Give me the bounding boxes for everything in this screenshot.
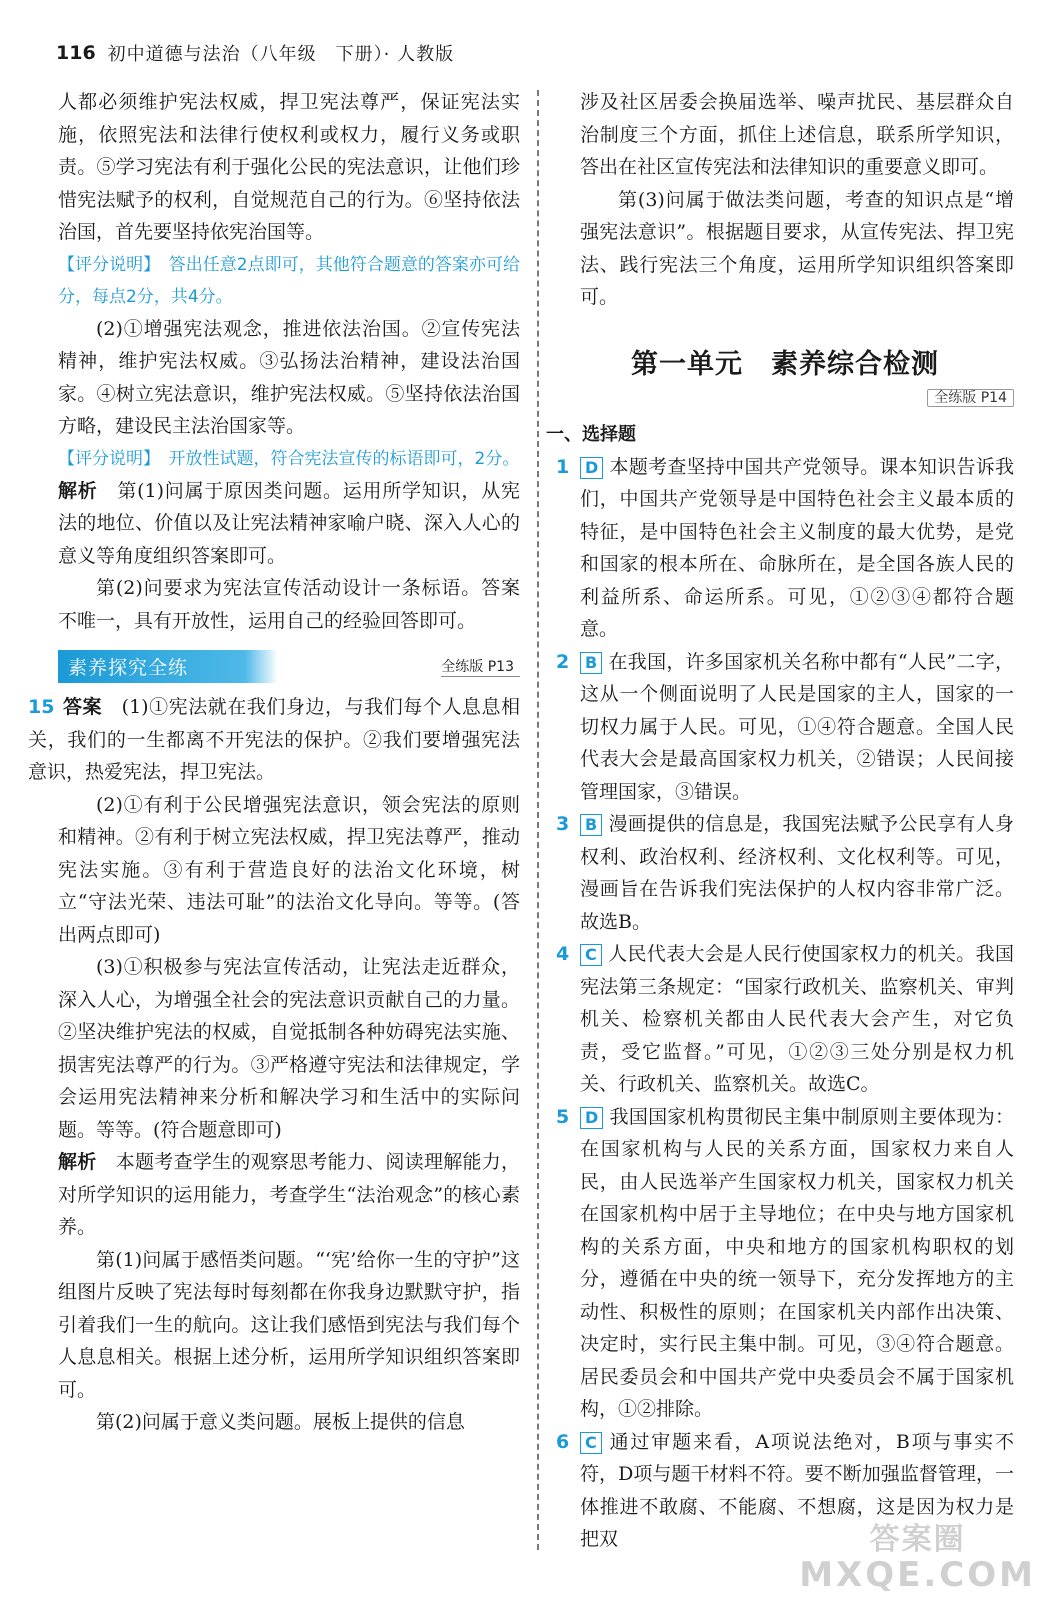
section-heading: 一、选择题 [546,423,636,445]
unit-ref: 全练版 P14 [556,387,1014,407]
analysis-label: 解析 [58,1151,97,1173]
answer-box: C [580,1432,602,1454]
question-number: 6 [556,1430,570,1453]
section-bar [58,649,520,683]
question-number: 3 [556,813,570,835]
page-number: 116 [56,42,96,64]
answer-box: B [580,814,602,836]
q15-answer: 15 答案 (1)①宪法就在我们身边，与我们每个人息息相关，我们的一生都离不开宪法的保护。②我们要增强宪法意识，热爱宪法，捍卫宪法。 [28,696,520,783]
question-number: 15 [28,696,55,718]
scoring-note: 【评分说明】 开放性试题，符合宪法宣传的标语即可，2分。 [58,448,520,469]
paragraph: 第(3)问属于做法类问题，考查的知识点是“增强宪法意识”。根据题目要求，从宣传宪法、捍卫宪法、践行宪法三个角度，运用所学知识组织答案即可。 [580,188,1014,308]
unit-title: 第一单元 素养综合检测 [631,348,939,380]
analysis-paragraph: 解析 本题考查学生的观察思考能力、阅读理解能力，对所学知识的运用能力，考查学生“法治观念”的核心素养。 [58,1151,520,1238]
analysis-label: 解析 [58,479,98,502]
book-title: 初中道德与法治（八年级 下册）· 人教版 [107,44,455,65]
left-column [28,86,520,1439]
right-column [546,86,1014,1556]
question-number: 4 [556,943,570,965]
question-list [556,451,1014,1556]
paragraph: (2)①有利于公民增强宪法意识，领会宪法的原则和精神。②有利于树立宪法权威，捍卫宪法尊严，推动宪法实施。③有利于营造良好的法治文化环境，树立“守法光荣、违法可耻”的法治文化导向。等等。(答出两点即可) [58,793,520,946]
question-number: 2 [556,650,570,673]
analysis-paragraph: 解析 第(1)问属于原因类问题。运用所学知识，从宪法的地位、价值以及让宪法精神家喻户晓、深入人心的意义等角度组织答案即可。 [58,479,520,567]
page-header [56,38,454,68]
column-divider [537,90,539,1550]
section-ref: 全练版 P13 [441,656,520,677]
paragraph: 第(2)问属于意义类问题。展板上提供的信息 [96,1411,465,1433]
answer-box: D [580,1107,603,1129]
question-item: 5 D 我国国家机构贯彻民主集中制原则主要体现为：在国家机构与人民的关系方面，国家权力来自人民，由人民选举产生国家权力机关，国家权力机关在国家机构中居于主导地位；在中央与地方国家机构的关系方面，中央和地方的国家机构职权的划分，遵循在中央的统一领导下，充分发挥地方的主动性、积极性的原则；在国家机关内部作出决策、决定时，实行民主集中制。可见，③④符合题意。居民委员会和中国共产党中央委员会不属于国家机构，①②排除。 [556,1101,1014,1426]
question-number: 1 [556,455,570,478]
answer-box: C [580,944,602,966]
paragraph: 第(2)问要求为宪法宣传活动设计一条标语。答案不唯一，具有开放性，运用自己的经验回答即可。 [58,577,520,632]
question-item: 1 D 本题考查坚持中国共产党领导。课本知识告诉我们，中国共产党领导是中国特色社会主义最本质的特征，是中国特色社会主义制度的最大优势，是党和国家的根本所在、命脉所在，是全国各族人民的利益所系、命运所系。可见，①②③④都符合题意。 [556,451,1014,646]
scoring-note: 【评分说明】 答出任意2点即可，其他符合题意的答案亦可给分，每点2分，共4分。 [58,254,520,307]
section-title: 素养探究全练 [58,650,278,683]
paragraph: (3)①积极参与宪法宣传活动，让宪法走近群众，深入人心，为增强全社会的宪法意识贡献自己的力量。②坚决维护宪法的权威，自觉抵制各种妨碍宪法实施、损害宪法尊严的行为。③严格遵守宪法和法律规定，学会运用宪法精神来分析和解决学习和生活中的实际问题。等等。(符合题意即可) [58,956,520,1141]
paragraph: (2)①增强宪法观念，推进依法治国。②宣传宪法精神，维护宪法权威。③弘扬法治精神，建设法治国家。④树立宪法意识，维护宪法权威。⑤坚持依法治国方略，建设民主法治国家等。 [58,317,520,437]
paragraph: 第(1)问属于感悟类问题。“‘宪’给你一生的守护”这组图片反映了宪法每时每刻都在你我身边默默守护，指引着我们一生的航向。这让我们感悟到宪法与我们每个人息息相关。根据上述分析，运用所学知识组织答案即可。 [58,1248,520,1401]
answer-box: B [580,652,602,674]
paragraph: 人都必须维护宪法权威，捍卫宪法尊严，保证宪法实施，依照宪法和法律行使权利或权力，履行义务或职责。⑤学习宪法有利于强化公民的宪法意识，让他们珍惜宪法赋予的权利，自觉规范自己的行为。⑥坚持依法治国，首先要坚持依宪治国等。 [58,91,520,243]
question-item: 3 B 漫画提供的信息是，我国宪法赋予公民享有人身权利、政治权利、经济权利、文化权利等。可见，漫画旨在告诉我们宪法保护的人权内容非常广泛。故选B。 [556,808,1014,938]
paragraph: 涉及社区居委会换届选举、噪声扰民、基层群众自治制度三个方面，抓住上述信息，联系所学知识，答出在社区宣传宪法和法律知识的重要意义即可。 [580,91,1014,178]
answer-label: 答案 [62,696,103,718]
answer-box: D [580,457,603,479]
watermark-logo: 答案圈 MXQE.COM [799,1522,1036,1595]
question-number: 5 [556,1105,570,1128]
question-item: 4 C 人民代表大会是人民行使国家权力的机关。我国宪法第三条规定：“国家行政机关、监察机关、审判机关、检察机关都由人民代表大会产生，对它负责，受它监督。”可见，①②③三处分别是权力机关、行政机关、监察机关。故选C。 [556,938,1014,1101]
question-item: 6 C 通过审题来看，A项说法绝对，B项与事实不符，D项与题干材料不符。要不断加强监督管理，一体推进不敢腐、不能腐、不想腐，这是因为权力是把双 [556,1426,1014,1556]
question-item: 2 B 在我国，许多国家机关名称中都有“人民”二字，这从一个侧面说明了人民是国家的主人，国家的一切权力属于人民。可见，①④符合题意。全国人民代表大会是最高国家权力机关，②错误；人民间接管理国家，③错误。 [556,646,1014,809]
